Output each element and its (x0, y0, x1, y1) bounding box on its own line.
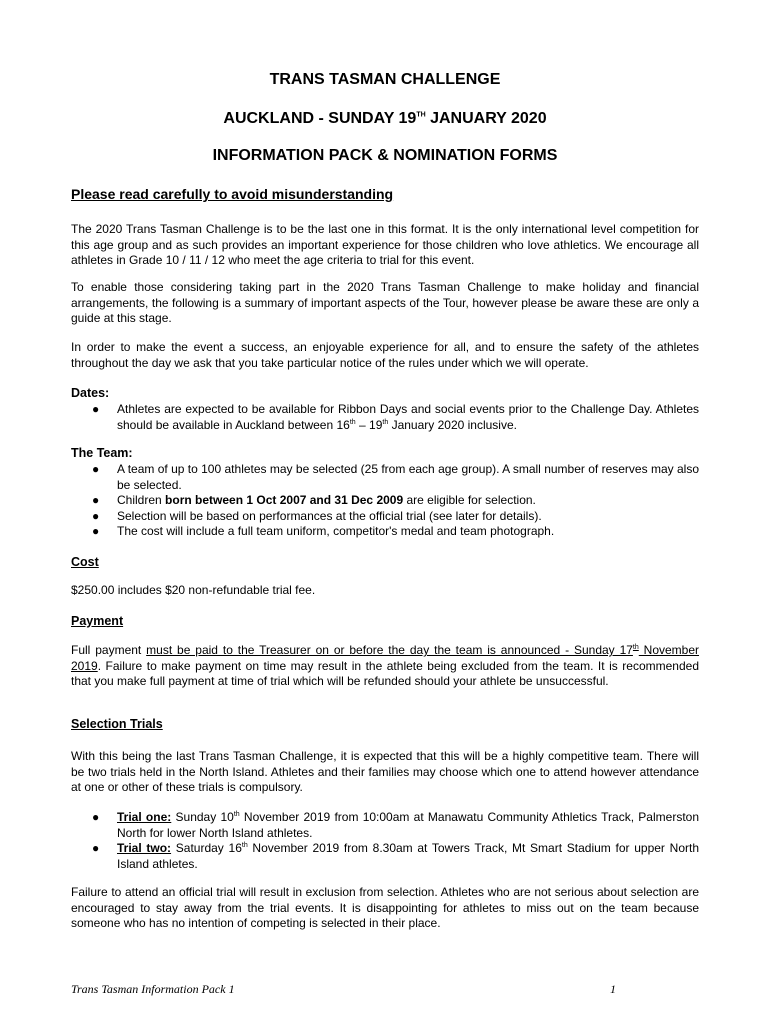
team-item-text: Children (117, 493, 166, 507)
bullet-icon: ● (92, 402, 100, 416)
intro-paragraph-3: In order to make the event a success, an enjoyable experience for all, and to ensure the safety of the athletes throughout the day we ask that you take particular notice of the rules under which we will operate. (71, 340, 699, 370)
document-subtitle (0, 110, 770, 128)
bullet-icon: ● (92, 493, 100, 507)
list-item (71, 841, 699, 872)
trial-one-text: Sunday 10 (171, 810, 234, 824)
subtitle-text-end: JANUARY 2020 (425, 110, 547, 127)
dates-heading: Dates: (71, 386, 110, 400)
payment-text: Full payment (71, 643, 147, 657)
list-item (71, 524, 699, 540)
payment-text-end: . Failure to make payment on time may result in the athlete being excluded from the team. It is recommended that you make full payment at time of trial which will be refunded should your athlete be unsuccessful. (71, 658, 699, 688)
trials-intro: With this being the last Trans Tasman Challenge, it is expected that this will be a highly competitive team. There will be two trials held in the North Island. Athletes and their families may choose which one to attend however attendance at one or other of these trials is compulsory. (71, 749, 699, 794)
list-item (71, 402, 699, 433)
cost-text: $250.00 includes $20 non-refundable trial fee. (71, 583, 316, 597)
superscript: th (382, 418, 389, 426)
bullet-icon: ● (92, 508, 100, 523)
bullet-icon: ● (92, 810, 100, 824)
team-item-text: A team of up to 100 athletes may be selected (25 from each age group). A small number of reserves may also be selected. (117, 462, 699, 492)
superscript: th (233, 811, 240, 818)
cost-heading: Cost (71, 555, 99, 569)
list-item (71, 493, 699, 509)
bullet-icon: ● (92, 841, 100, 855)
superscript: th (241, 842, 248, 849)
team-item-bold: born between 1 Oct 2007 and 31 Dec 2009 (165, 493, 404, 507)
team-item-text-end: are eligible for selection. (403, 493, 536, 507)
team-list (71, 462, 699, 540)
trials-list (71, 810, 699, 872)
subtitle-superscript: TH (416, 111, 426, 119)
intro-heading: Please read carefully to avoid misunderstanding (71, 186, 394, 202)
intro-paragraph-1: The 2020 Trans Tasman Challenge is to be the last one in this format. It is the only international level competition for this age group and as such provides an important experience for those children who love athletics. We encourage all athletes in Grade 10 / 11 / 12 who meet the age criteria to trial for this event. (71, 222, 699, 267)
bullet-icon: ● (92, 524, 100, 538)
dates-list (71, 402, 699, 433)
payment-deadline-end: November 2019 (71, 643, 700, 673)
document-title: TRANS TASMAN CHALLENGE (269, 71, 501, 88)
payment-deadline: must be paid to the Treasurer on or before the day the team is announced - Sunday 17 (146, 643, 633, 657)
list-item (71, 462, 699, 493)
trial-one-label: Trial one: (117, 810, 172, 824)
superscript: th (349, 418, 356, 426)
payment-paragraph (71, 643, 699, 690)
document-subtitle-2: INFORMATION PACK & NOMINATION FORMS (212, 147, 558, 164)
team-item-text: Selection will be based on performances at the official trial (see later for details). (117, 508, 542, 523)
trial-two-text-end: November 2019 from 8.30am at Towers Track, Mt Smart Stadium for upper North Island athletes. (117, 841, 699, 871)
trial-one-text-end: November 2019 from 10:00am at Manawatu Community Athletics Track, Palmerston North for lower North Island athletes. (117, 810, 699, 840)
intro-paragraph-2: To enable those considering taking part in the 2020 Trans Tasman Challenge to make holiday and financial arrangements, the following is a summary of important aspects of the Tour, however please be aware these are only a guide at this stage. (71, 280, 699, 325)
payment-heading: Payment (71, 614, 124, 628)
page-number: 1 (610, 982, 616, 996)
subtitle-text: AUCKLAND - SUNDAY 19 (223, 110, 417, 127)
team-item-text: The cost will include a full team uniform, competitor's medal and team photograph. (117, 524, 555, 538)
dates-item-text-3: January 2020 inclusive. (388, 417, 517, 432)
trials-warning: Failure to attend an official trial will result in exclusion from selection. Athletes who are not serious about selection are encouraged to stay away from the trial events. It is disappointing for athletes to miss out on the team because someone who has no intention of competing is selected in their place. (71, 885, 699, 930)
superscript: th (632, 644, 639, 651)
team-heading: The Team: (71, 446, 133, 460)
footer-title: Trans Tasman Information Pack 1 (71, 982, 235, 996)
dates-item-text-2: – 19 (355, 417, 383, 432)
trials-heading: Selection Trials (71, 717, 163, 731)
trial-two-label: Trial two: (117, 841, 172, 855)
list-item (71, 810, 699, 841)
list-item (71, 509, 699, 525)
bullet-icon: ● (92, 462, 100, 476)
trial-two-text: Saturday 16 (171, 841, 242, 855)
dates-item-text: Athletes are expected to be available for Ribbon Days and social events prior to the Challenge Day. Athletes should be available in Auckland between 16 (117, 402, 699, 432)
